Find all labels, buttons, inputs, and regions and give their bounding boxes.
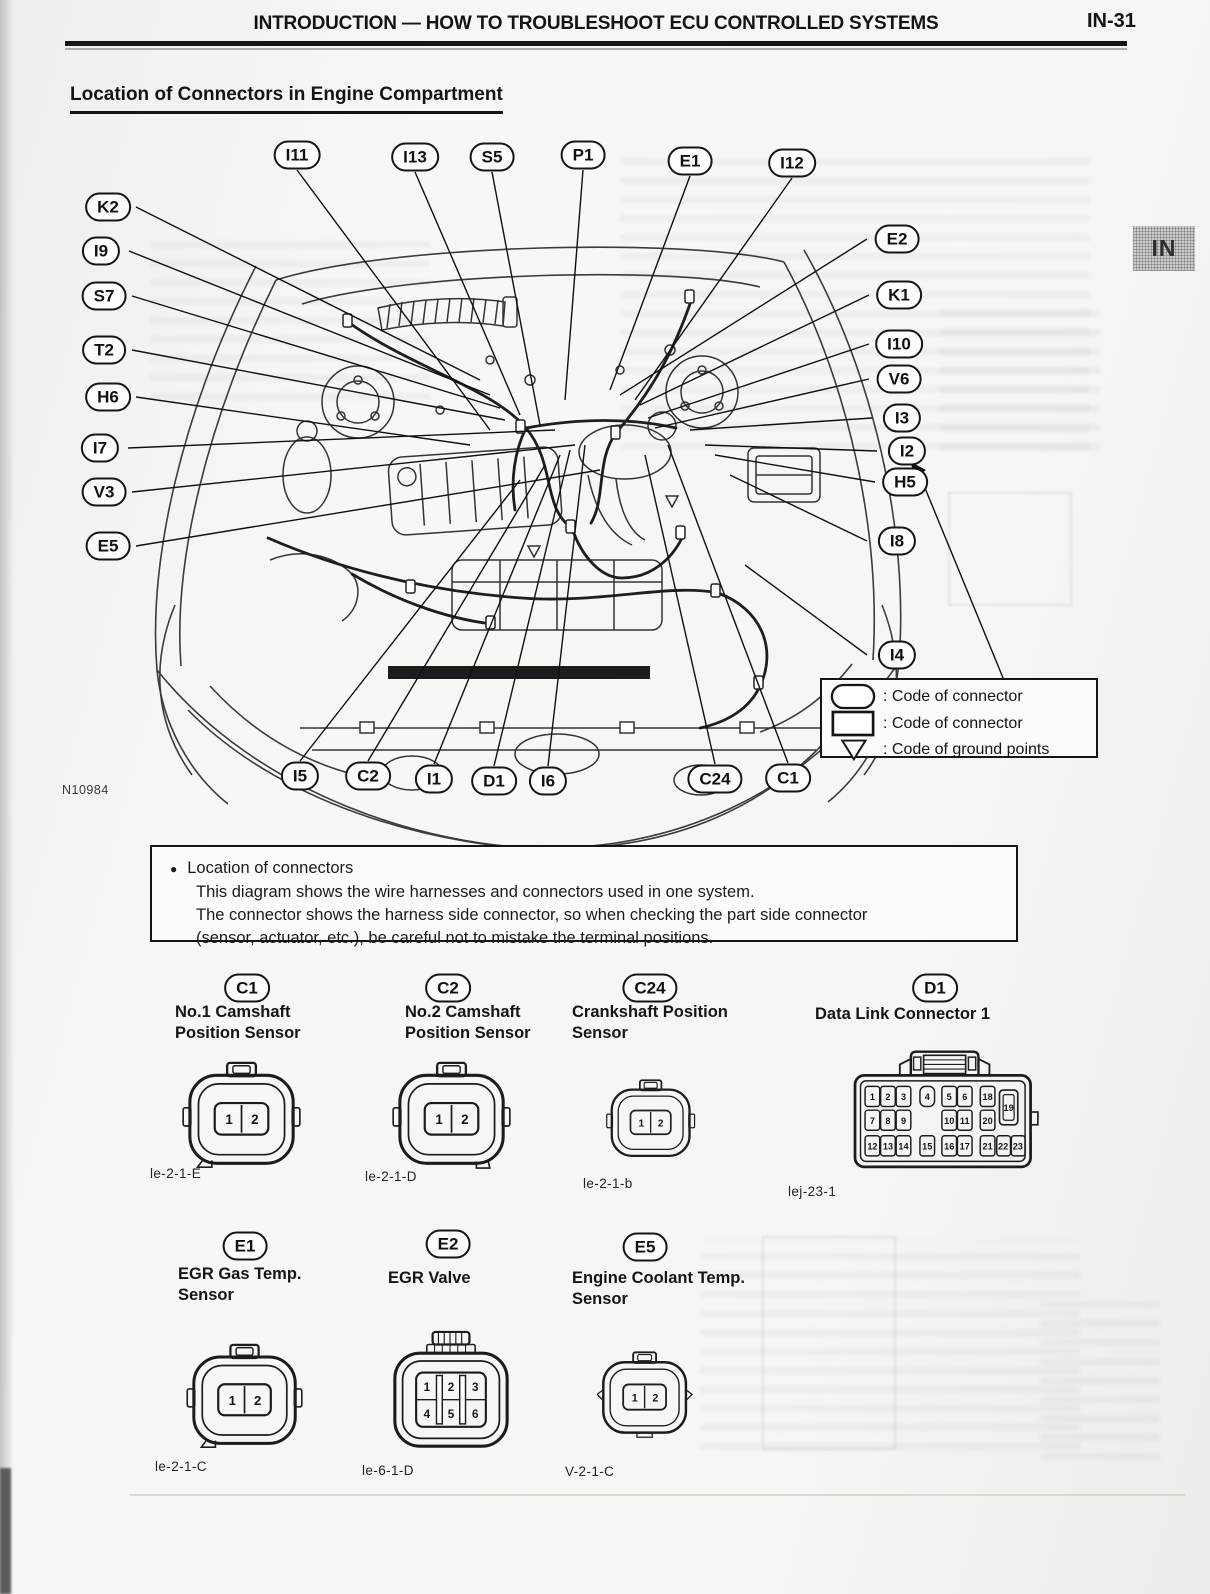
pin-number: 20	[982, 1115, 993, 1126]
pin-number: 13	[882, 1141, 894, 1152]
callout-P1: P1	[561, 141, 606, 170]
legend-rect-label: : Code of connector	[883, 714, 1023, 732]
connector-drawing-c1	[182, 1060, 302, 1170]
pin-number: 2	[447, 1380, 455, 1394]
scan-bleedthrough	[700, 1240, 1080, 1450]
header-rule	[65, 41, 1127, 46]
legend-row-rect	[830, 710, 1088, 737]
callout-S5: S5	[470, 143, 515, 172]
card-code-e2: E2	[426, 1230, 471, 1259]
pin-number: 15	[922, 1141, 933, 1152]
part-code-d1: lej-23-1	[788, 1184, 837, 1199]
scan-edge-dark	[0, 1468, 11, 1594]
callout-I10: I10	[875, 330, 923, 359]
card-name-e1: EGR Gas Temp. Sensor	[178, 1265, 302, 1304]
callout-K2: K2	[85, 193, 131, 222]
legend	[820, 678, 1098, 758]
connector-drawing-e5	[597, 1350, 693, 1438]
ground-point-triangle-icon	[830, 737, 876, 762]
callout-E2: E2	[875, 225, 920, 254]
connector-drawing-c24	[606, 1078, 696, 1161]
legend-triangle-label: : Code of ground points	[883, 740, 1050, 758]
pin-number: 3	[900, 1092, 907, 1103]
pin-number: 8	[885, 1115, 891, 1126]
note-box	[150, 845, 1018, 947]
callout-H5: H5	[882, 468, 928, 497]
figure-reference-number: N10984	[62, 783, 109, 797]
pin-number: 22	[998, 1141, 1009, 1152]
card-code-d1: D1	[912, 974, 958, 1003]
section-title: Location of Connectors in Engine Compartment	[70, 84, 503, 114]
note-line-3: (sensor, actuator, etc.), be careful not to mistake the terminal positions.	[196, 929, 714, 947]
note-line-2: The connector shows the harness side connector, so when checking the part side connector	[196, 906, 868, 924]
pin-number: 2	[254, 1392, 262, 1408]
section-index-tab: IN	[1133, 226, 1195, 271]
engine-components	[270, 297, 830, 795]
callout-C2-fig: C2	[345, 762, 391, 791]
pin-number: 17	[959, 1141, 970, 1152]
pin-number: 1	[869, 1092, 875, 1103]
scan-bleedthrough	[1040, 1300, 1160, 1460]
part-code-c2: le-2-1-D	[365, 1169, 417, 1184]
pin-number: 4	[423, 1408, 431, 1422]
card-name-c24: Crankshaft Position Sensor	[572, 1003, 728, 1042]
card-name-d1: Data Link Connector 1	[815, 1005, 991, 1023]
pin-number: 2	[251, 1112, 259, 1128]
scan-edge-shadow	[0, 0, 14, 1594]
scan-bleedthrough-box	[762, 1236, 896, 1450]
legend-example-arrow	[918, 471, 1008, 690]
callout-I3: I3	[883, 404, 921, 433]
pin-number: 14	[898, 1141, 909, 1152]
card-code-c24: C24	[622, 974, 677, 1003]
part-code-c24: le-2-1-b	[583, 1176, 633, 1191]
pin-number: 5	[447, 1408, 455, 1422]
callout-E5: E5	[86, 532, 131, 561]
pin-number: 3	[471, 1380, 479, 1394]
card-code-e5: E5	[623, 1233, 668, 1262]
note-line-1: This diagram shows the wire harnesses and connectors used in one system.	[196, 883, 755, 901]
callout-D1-fig: D1	[471, 767, 517, 796]
callout-T2: T2	[82, 336, 126, 365]
pin-number: 12	[867, 1141, 878, 1152]
scan-faint-rule	[130, 1494, 1185, 1496]
card-name-c1: No.1 Camshaft Position Sensor	[175, 1003, 301, 1042]
callout-C24-fig: C24	[687, 765, 742, 794]
legend-oval-label: : Code of connector	[883, 687, 1023, 705]
callout-I6: I6	[529, 767, 567, 796]
pin-number: 9	[900, 1115, 907, 1126]
pin-number: 23	[1012, 1141, 1023, 1152]
pin-number: 2	[657, 1118, 664, 1130]
callout-K1: K1	[876, 281, 922, 310]
pin-number: 1	[228, 1392, 236, 1408]
connector-rect-icon	[830, 710, 876, 737]
pin-number: 18	[982, 1092, 993, 1103]
pin-number: 6	[962, 1092, 968, 1103]
callout-V6: V6	[877, 365, 922, 394]
callout-I4: I4	[878, 641, 916, 670]
callout-I7: I7	[81, 434, 119, 463]
pin-number: 7	[869, 1115, 875, 1126]
callout-E1: E1	[668, 147, 713, 176]
legend-row-oval	[830, 683, 1088, 710]
connector-drawing-e1	[186, 1342, 304, 1450]
card-name-c2: No.2 Camshaft Position Sensor	[405, 1003, 531, 1042]
pin-number: 11	[959, 1115, 970, 1126]
card-code-e1: E1	[223, 1232, 268, 1261]
pin-number: 1	[631, 1392, 638, 1405]
pin-number: 10	[944, 1115, 955, 1126]
pin-number: 4	[924, 1092, 930, 1103]
pin-number: 2	[885, 1092, 891, 1103]
callout-I2: I2	[888, 437, 926, 466]
callout-I5: I5	[281, 762, 319, 791]
callout-I11: I11	[274, 141, 321, 170]
connector-drawing-e2	[388, 1330, 514, 1451]
callout-H6: H6	[85, 383, 131, 412]
pin-number: 1	[638, 1118, 645, 1130]
part-code-e5: V-2-1-C	[565, 1464, 615, 1479]
note-title: Location of connectors	[187, 859, 354, 877]
pin-number: 19	[1003, 1103, 1014, 1114]
callout-I13: I13	[391, 143, 439, 172]
pin-number: 1	[435, 1112, 443, 1128]
part-code-e1: le-2-1-C	[155, 1459, 207, 1474]
page-number: IN-31	[1087, 10, 1136, 32]
harness-connector-nubs	[343, 290, 763, 689]
part-code-e2: le-6-1-D	[362, 1463, 414, 1478]
card-code-c2: C2	[425, 974, 471, 1003]
callout-V3: V3	[82, 478, 127, 507]
pin-number: 6	[471, 1408, 479, 1422]
pin-number: 16	[944, 1141, 955, 1152]
connector-oval-icon	[830, 683, 876, 710]
callout-I1: I1	[415, 765, 453, 794]
pin-number: 2	[461, 1112, 469, 1128]
card-name-e2: EGR Valve	[388, 1269, 471, 1287]
pin-number: 21	[982, 1141, 993, 1152]
connector-drawing-d1	[852, 1048, 1040, 1176]
legend-row-triangle	[830, 737, 1088, 762]
callout-S7: S7	[82, 282, 127, 311]
pin-number: 2	[652, 1392, 659, 1405]
bullet-icon: ●	[170, 862, 178, 876]
part-code-c1: le-2-1-E	[150, 1166, 202, 1181]
header-rule-shadow	[65, 48, 1127, 50]
connector-drawing-c2	[392, 1060, 512, 1170]
pin-number: 1	[225, 1112, 233, 1128]
callout-C1-fig: C1	[765, 764, 811, 793]
pin-number: 5	[946, 1092, 952, 1103]
card-name-e5: Engine Coolant Temp. Sensor	[572, 1269, 745, 1308]
callout-I9: I9	[82, 237, 120, 266]
page-header-title: INTRODUCTION — HOW TO TROUBLESHOOT ECU CONTROLLED SYSTEMS	[253, 13, 939, 34]
pin-number: 1	[423, 1380, 431, 1394]
card-code-c1: C1	[224, 974, 270, 1003]
callout-I12: I12	[768, 149, 816, 178]
callout-I8: I8	[878, 527, 916, 556]
